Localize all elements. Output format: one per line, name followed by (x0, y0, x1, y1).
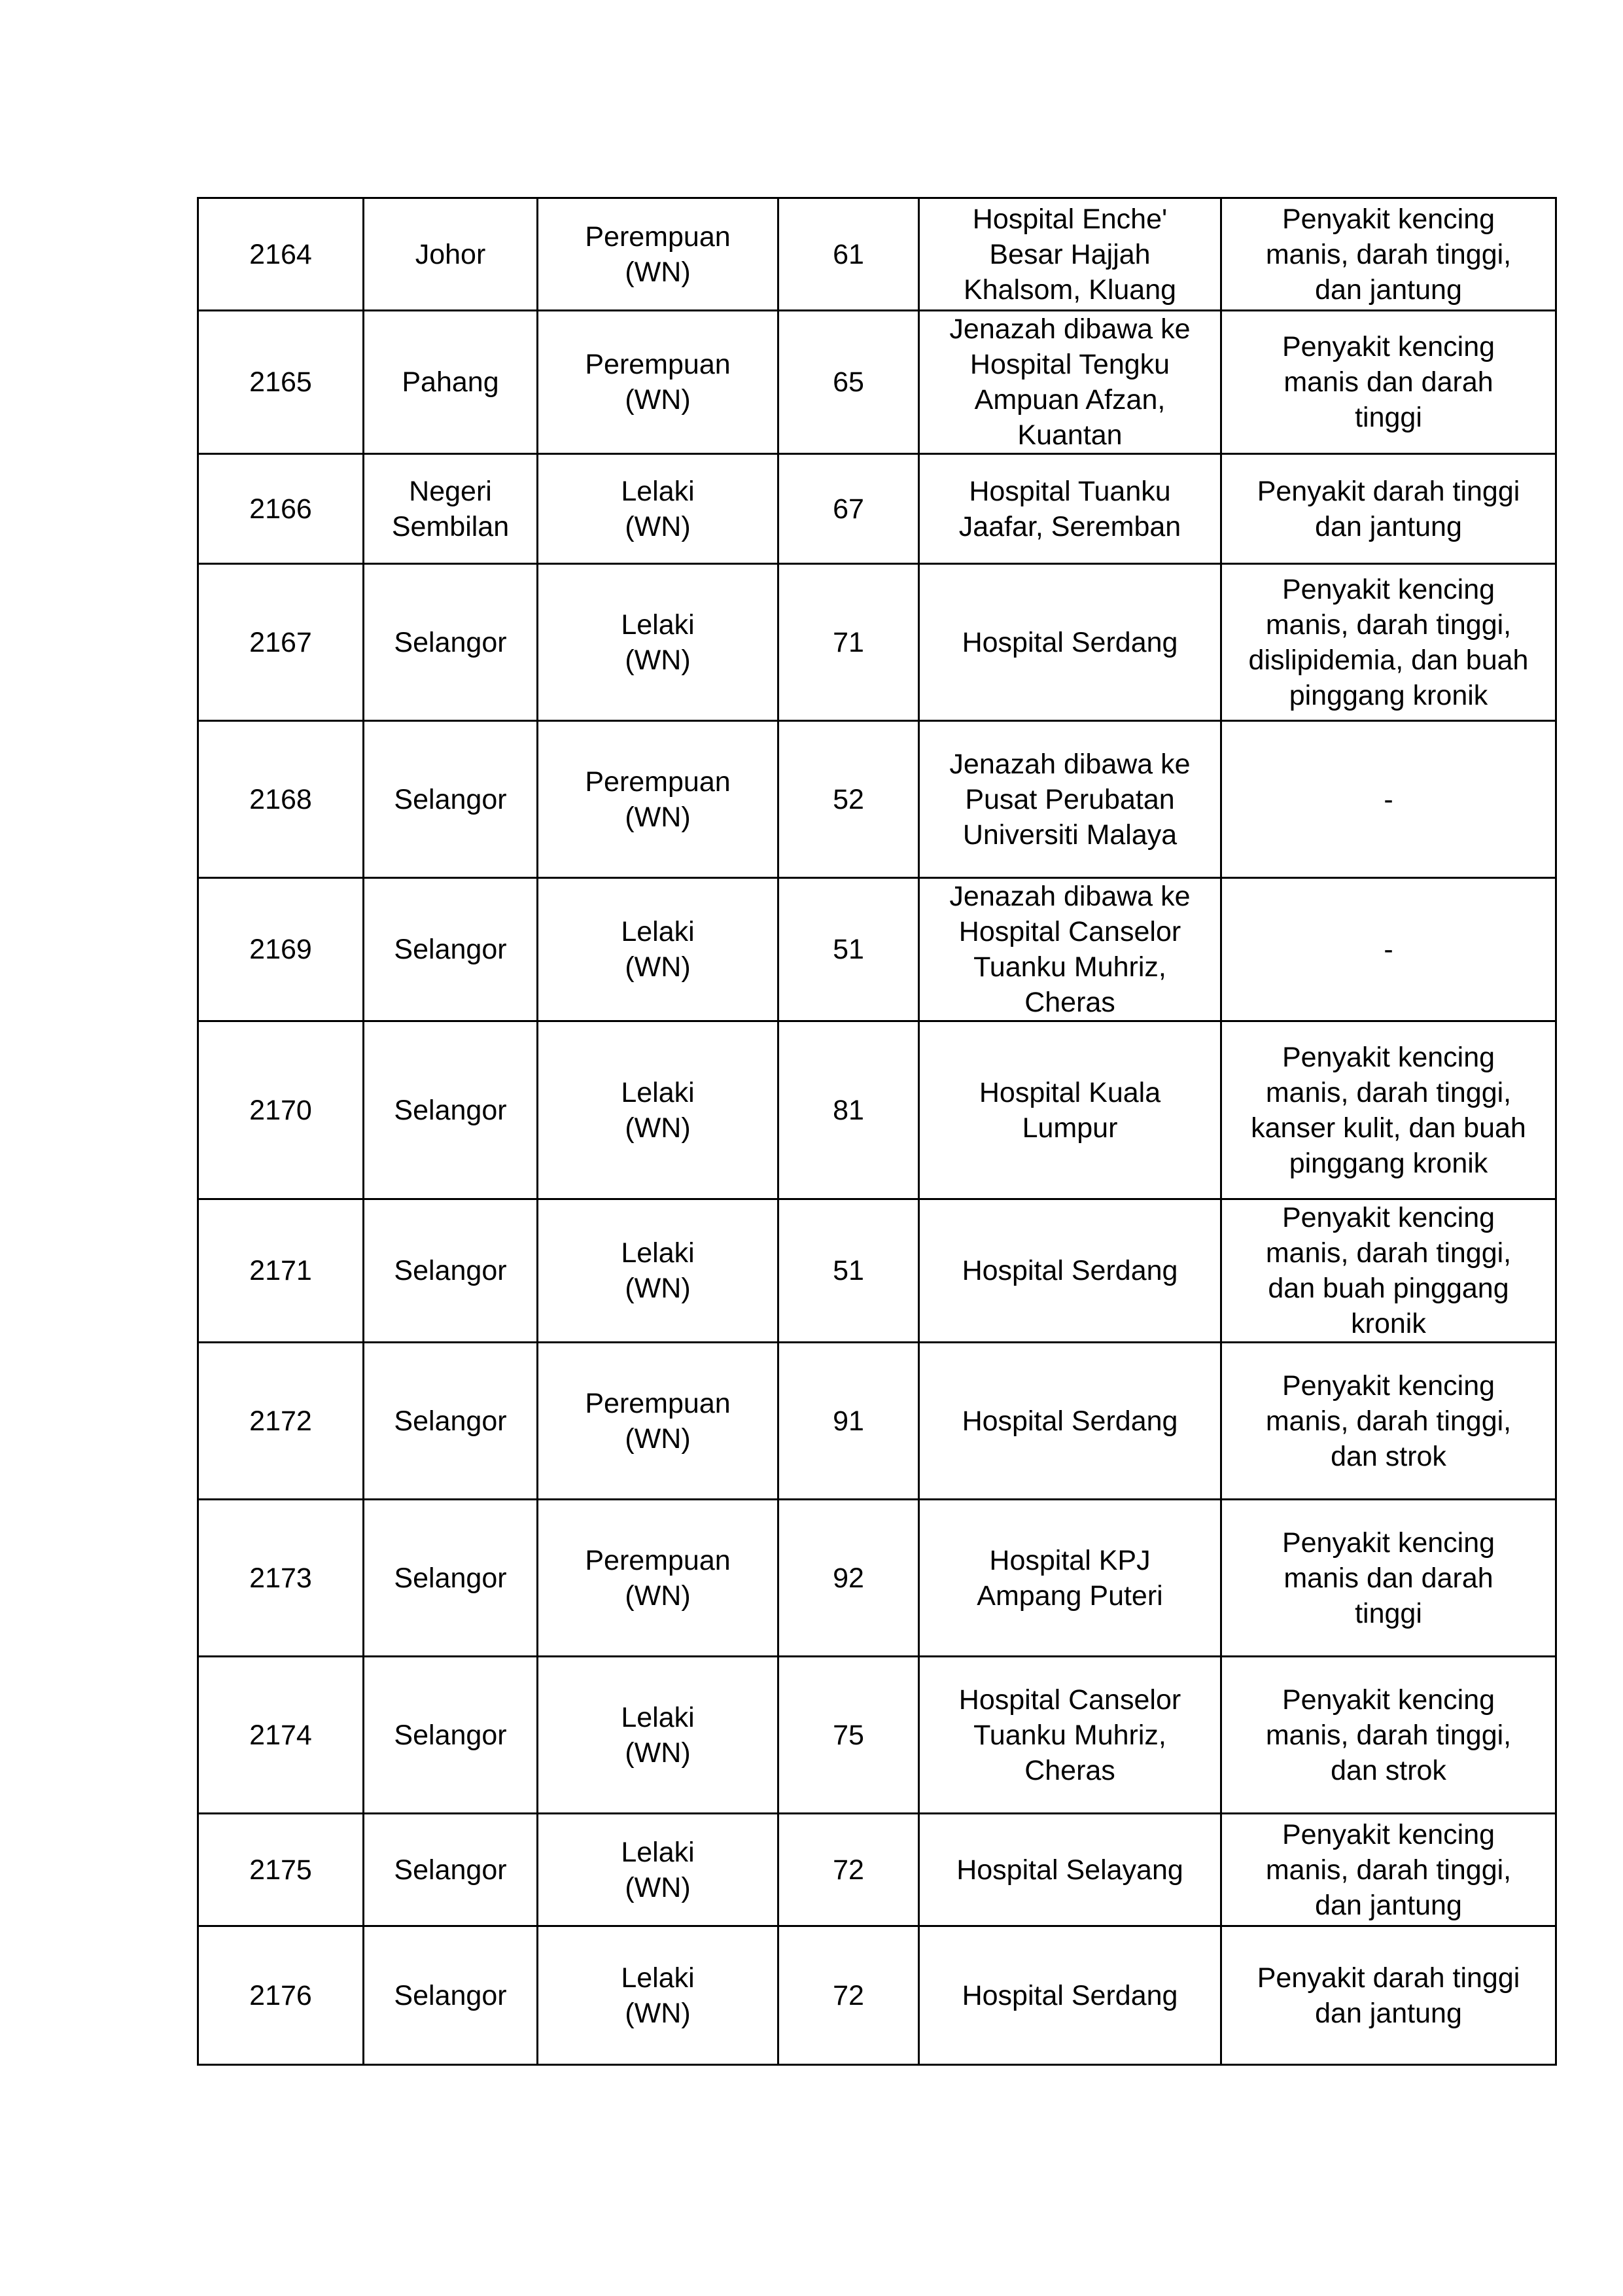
case-number-text: 2166 (249, 493, 312, 525)
state-text: Selangor (394, 1255, 507, 1286)
age-text: 72 (833, 1979, 864, 2011)
hospital-cell (919, 1814, 1221, 1926)
case-number-text: 2164 (249, 238, 312, 270)
case-number-text: 2169 (249, 934, 312, 965)
age-cell (778, 198, 919, 311)
condition-cell (1221, 721, 1556, 878)
state-text: Pahang (402, 366, 499, 398)
state-cell (364, 878, 538, 1021)
age-cell (778, 311, 919, 454)
condition-text: Penyakit kencing manis dan darah tinggi (1282, 1527, 1495, 1629)
age-cell (778, 564, 919, 721)
condition-text: Penyakit kencing manis, darah tinggi, dan jantung (1265, 203, 1512, 306)
age-cell (778, 454, 919, 564)
state-text: Selangor (394, 1094, 507, 1126)
case-number-cell (198, 1814, 364, 1926)
gender-text: Perempuan (WN) (585, 349, 731, 415)
case-number-text: 2168 (249, 783, 312, 815)
case-number-text: 2167 (249, 626, 312, 658)
gender-cell (538, 1021, 778, 1199)
gender-cell (538, 721, 778, 878)
hospital-cell (919, 1021, 1221, 1199)
gender-cell (538, 1814, 778, 1926)
gender-text: Perempuan (WN) (585, 766, 731, 833)
table-row (198, 454, 1556, 564)
condition-cell (1221, 878, 1556, 1021)
age-cell (778, 1814, 919, 1926)
condition-cell (1221, 1021, 1556, 1199)
gender-text: Perempuan (WN) (585, 221, 731, 288)
table-row (198, 721, 1556, 878)
hospital-text: Hospital Canselor Tuanku Muhriz, Cheras (958, 1684, 1181, 1786)
hospital-cell (919, 1926, 1221, 2065)
gender-text: Lelaki (WN) (621, 1076, 695, 1144)
case-number-cell (198, 454, 364, 564)
gender-cell (538, 1926, 778, 2065)
state-cell (364, 721, 538, 878)
case-number-cell (198, 878, 364, 1021)
gender-text: Lelaki (WN) (621, 1962, 695, 2029)
hospital-cell (919, 311, 1221, 454)
table-row (198, 198, 1556, 311)
age-cell (778, 878, 919, 1021)
state-cell (364, 1343, 538, 1500)
case-number-text: 2176 (249, 1979, 312, 2011)
gender-cell (538, 311, 778, 454)
case-number-text: 2171 (249, 1255, 312, 1286)
case-number-text: 2165 (249, 366, 312, 398)
case-number-cell (198, 1021, 364, 1199)
age-text: 61 (833, 238, 864, 270)
state-cell (364, 1926, 538, 2065)
case-number-cell (198, 1343, 364, 1500)
hospital-cell (919, 564, 1221, 721)
state-text: Selangor (394, 626, 507, 658)
table-row (198, 564, 1556, 721)
gender-text: Lelaki (WN) (621, 475, 695, 542)
table-row (198, 878, 1556, 1021)
state-cell (364, 1657, 538, 1814)
age-text: 51 (833, 934, 864, 965)
gender-text: Perempuan (WN) (585, 1387, 731, 1455)
death-cases-table (197, 197, 1557, 2066)
hospital-text: Jenazah dibawa ke Pusat Perubatan Universiti Malaya (949, 748, 1191, 851)
case-number-cell (198, 198, 364, 311)
hospital-text: Hospital Tuanku Jaafar, Seremban (958, 475, 1181, 542)
state-text: Selangor (394, 1562, 507, 1594)
table-row (198, 311, 1556, 454)
age-cell (778, 721, 919, 878)
hospital-text: Hospital Serdang (962, 1979, 1178, 2011)
case-number-text: 2175 (249, 1854, 312, 1886)
state-text: Selangor (394, 1719, 507, 1751)
age-cell (778, 1500, 919, 1657)
age-text: 67 (833, 493, 864, 525)
condition-cell (1221, 454, 1556, 564)
condition-text: - (1384, 934, 1393, 965)
condition-cell (1221, 1500, 1556, 1657)
table-row (198, 1021, 1556, 1199)
case-number-cell (198, 311, 364, 454)
age-text: 71 (833, 626, 864, 658)
hospital-text: Jenazah dibawa ke Hospital Canselor Tuanku Muhriz, Cheras (949, 881, 1191, 1018)
hospital-text: Hospital Serdang (962, 626, 1178, 658)
state-cell (364, 198, 538, 311)
gender-cell (538, 1343, 778, 1500)
table-body (198, 198, 1556, 2065)
age-text: 51 (833, 1255, 864, 1286)
table-row (198, 1343, 1556, 1500)
state-cell (364, 454, 538, 564)
case-number-text: 2172 (249, 1405, 312, 1437)
state-text: Selangor (394, 1854, 507, 1886)
case-number-text: 2173 (249, 1562, 312, 1594)
state-text: Selangor (394, 934, 507, 965)
condition-cell (1221, 1814, 1556, 1926)
hospital-cell (919, 878, 1221, 1021)
hospital-text: Hospital Kuala Lumpur (979, 1076, 1161, 1144)
condition-text: Penyakit kencing manis, darah tinggi, dan strok (1265, 1369, 1512, 1472)
age-cell (778, 1657, 919, 1814)
age-text: 72 (833, 1854, 864, 1886)
gender-text: Lelaki (WN) (621, 609, 695, 676)
condition-text: - (1384, 783, 1393, 815)
hospital-cell (919, 1343, 1221, 1500)
case-number-cell (198, 1500, 364, 1657)
state-cell (364, 1814, 538, 1926)
gender-cell (538, 1199, 778, 1343)
case-number-text: 2174 (249, 1719, 312, 1751)
hospital-cell (919, 1199, 1221, 1343)
gender-text: Lelaki (WN) (621, 1237, 695, 1304)
gender-text: Lelaki (WN) (621, 916, 695, 983)
condition-cell (1221, 311, 1556, 454)
gender-text: Perempuan (WN) (585, 1544, 731, 1612)
condition-cell (1221, 564, 1556, 721)
age-text: 75 (833, 1719, 864, 1751)
case-number-cell (198, 721, 364, 878)
case-number-cell (198, 1657, 364, 1814)
case-number-cell (198, 1199, 364, 1343)
case-number-text: 2170 (249, 1094, 312, 1126)
gender-cell (538, 1500, 778, 1657)
hospital-cell (919, 1657, 1221, 1814)
condition-text: Penyakit kencing manis, darah tinggi, dan jantung (1265, 1818, 1512, 1921)
age-text: 92 (833, 1562, 864, 1594)
age-text: 65 (833, 366, 864, 398)
age-text: 81 (833, 1094, 864, 1126)
gender-cell (538, 1657, 778, 1814)
condition-text: Penyakit kencing manis, darah tinggi, dan strok (1265, 1684, 1512, 1786)
state-cell (364, 1500, 538, 1657)
gender-cell (538, 454, 778, 564)
state-text: Selangor (394, 783, 507, 815)
condition-text: Penyakit kencing manis, darah tinggi, dan buah pinggang kronik (1265, 1202, 1512, 1339)
condition-cell (1221, 198, 1556, 311)
age-cell (778, 1343, 919, 1500)
gender-cell (538, 198, 778, 311)
condition-text: Penyakit kencing manis, darah tinggi, dislipidemia, dan buah pinggang kronik (1248, 573, 1529, 711)
condition-text: Penyakit kencing manis, darah tinggi, kanser kulit, dan buah pinggang kronik (1251, 1041, 1526, 1179)
condition-cell (1221, 1199, 1556, 1343)
gender-text: Lelaki (WN) (621, 1836, 695, 1903)
case-number-cell (198, 564, 364, 721)
state-cell (364, 1199, 538, 1343)
state-cell (364, 311, 538, 454)
table-row (198, 1926, 1556, 2065)
condition-text: Penyakit darah tinggi dan jantung (1257, 1962, 1520, 2029)
state-text: Selangor (394, 1979, 507, 2011)
age-cell (778, 1199, 919, 1343)
age-text: 52 (833, 783, 864, 815)
age-text: 91 (833, 1405, 864, 1437)
hospital-cell (919, 198, 1221, 311)
table-row (198, 1500, 1556, 1657)
condition-text: Penyakit kencing manis dan darah tinggi (1282, 331, 1495, 433)
hospital-text: Hospital Enche' Besar Hajjah Khalsom, Kluang (963, 203, 1177, 306)
state-cell (364, 564, 538, 721)
age-cell (778, 1926, 919, 2065)
age-cell (778, 1021, 919, 1199)
gender-text: Lelaki (WN) (621, 1701, 695, 1769)
state-text: Johor (415, 238, 486, 270)
hospital-cell (919, 721, 1221, 878)
table-row (198, 1199, 1556, 1343)
table-row (198, 1814, 1556, 1926)
state-cell (364, 1021, 538, 1199)
gender-cell (538, 878, 778, 1021)
case-number-cell (198, 1926, 364, 2065)
condition-cell (1221, 1657, 1556, 1814)
hospital-text: Hospital Selayang (956, 1854, 1183, 1886)
hospital-text: Hospital KPJ Ampang Puteri (977, 1544, 1163, 1612)
hospital-text: Hospital Serdang (962, 1255, 1178, 1286)
table-row (198, 1657, 1556, 1814)
condition-cell (1221, 1343, 1556, 1500)
state-text: Selangor (394, 1405, 507, 1437)
condition-cell (1221, 1926, 1556, 2065)
condition-text: Penyakit darah tinggi dan jantung (1257, 475, 1520, 542)
state-text: Negeri Sembilan (391, 475, 510, 542)
hospital-cell (919, 1500, 1221, 1657)
hospital-cell (919, 454, 1221, 564)
hospital-text: Hospital Serdang (962, 1405, 1178, 1437)
gender-cell (538, 564, 778, 721)
hospital-text: Jenazah dibawa ke Hospital Tengku Ampuan Afzan, Kuantan (949, 313, 1191, 451)
